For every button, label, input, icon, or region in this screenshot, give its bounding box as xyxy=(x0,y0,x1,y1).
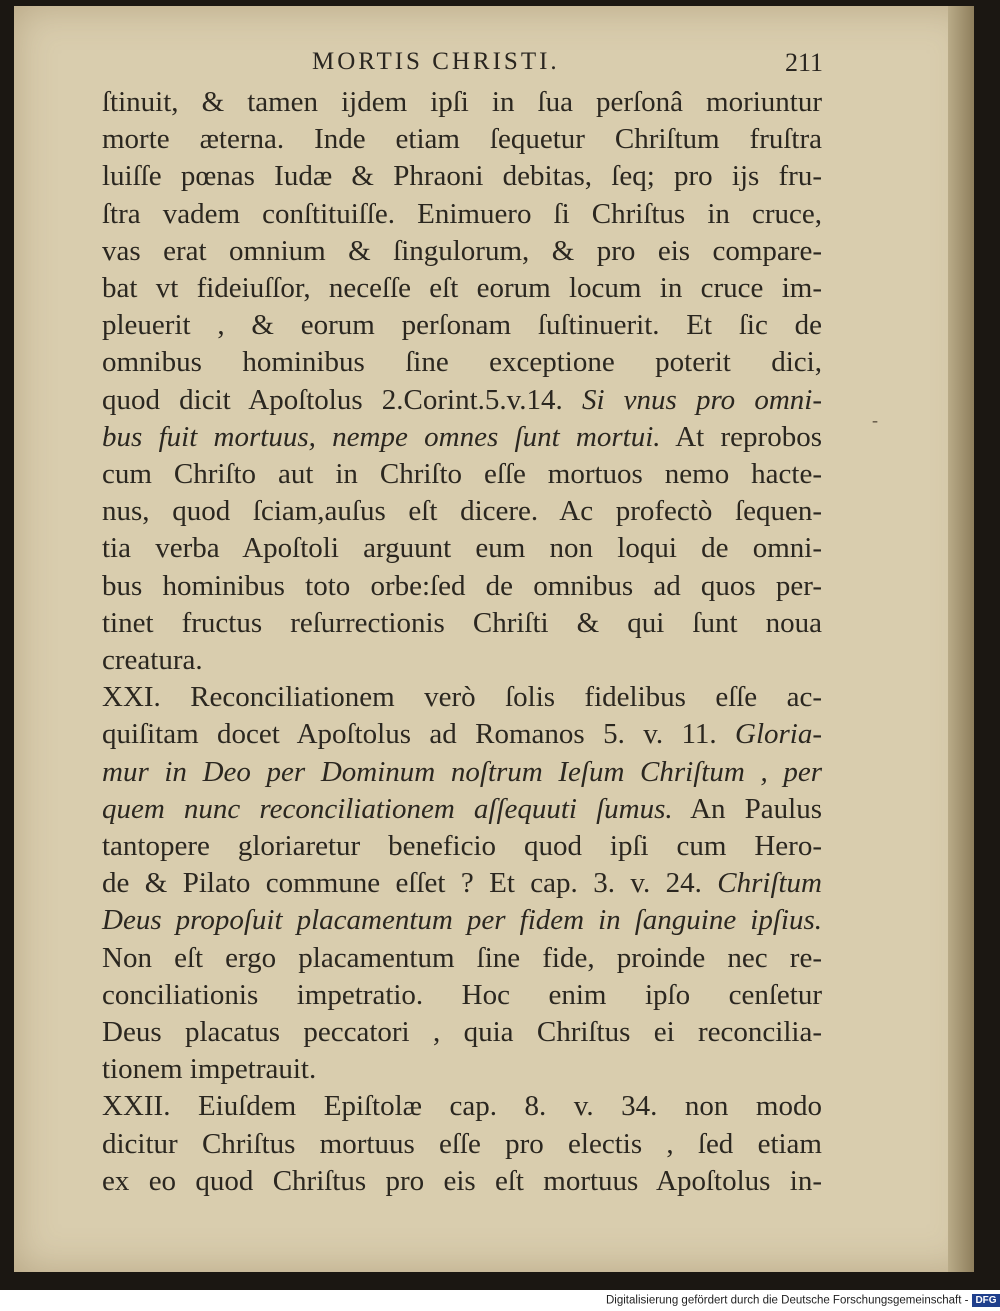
text-line xyxy=(102,716,822,752)
text-line xyxy=(102,121,822,157)
line-text: Deus placatus peccatori , quia Chriſtus ei reconcilia- xyxy=(102,1016,822,1048)
line-text: dicitur Chriſtus mortuus eſſe pro electis , ſed etiam xyxy=(102,1127,822,1160)
text-line xyxy=(102,158,822,194)
dfg-logo-icon: DFG xyxy=(972,1294,999,1307)
text-line xyxy=(102,605,822,641)
text-line xyxy=(102,196,822,232)
text-line xyxy=(102,568,822,604)
text-line xyxy=(102,493,822,529)
line-text: vas erat omnium & ſingulorum, & pro eis compare- xyxy=(102,234,822,267)
line-text: tia verba Apoſtoli arguunt eum non loqui de omni- xyxy=(102,532,822,565)
line-text: mur in Deo per Dominum noſtrum Ieſum Chriſtum , per xyxy=(102,755,822,788)
line-text: XXII. Eiuſdem Epiſtolæ cap. 8. v. 34. non modo xyxy=(102,1090,822,1123)
text-line xyxy=(102,419,822,455)
line-text: pleuerit , & eorum perſonam ſuſtinuerit. Et ſic de xyxy=(102,309,822,342)
text-line xyxy=(102,270,822,306)
running-title: MORTIS CHRISTI. xyxy=(312,48,560,75)
page-edge xyxy=(948,6,974,1272)
line-text: omnibus hominibus ſine exceptione poterit dici, xyxy=(102,346,822,379)
text-line xyxy=(102,456,822,492)
line-text: quiſitam docet Apoſtolus ad Romanos 5. v. 11. xyxy=(102,718,717,751)
line-text: nus, quod ſciam,auſus eſt dicere. Ac profectò ſequen- xyxy=(102,495,822,528)
line-text: Deus propoſuit placamentum per fidem in ſanguine ipſius. xyxy=(102,904,822,937)
line-text: bat vt fideiuſſor, neceſſe eſt eorum locum in cruce im- xyxy=(102,272,822,304)
text-line xyxy=(102,828,822,864)
line-text: quem nunc reconciliationem aſſequuti ſumus. xyxy=(102,792,673,825)
text-line xyxy=(102,1051,822,1087)
line-text: bus hominibus toto orbe:ſed de omnibus ad quos per- xyxy=(102,569,822,602)
text-line xyxy=(102,530,822,566)
line-text: conciliationis impetratio. Hoc enim ipſo cenſetur xyxy=(102,978,822,1011)
line-text: de & Pilato commune eſſet ? Et cap. 3. v. 24. xyxy=(102,867,702,900)
line-plain-tail: An Paulus xyxy=(672,792,822,825)
text-line xyxy=(102,977,822,1013)
text-line xyxy=(102,642,822,678)
line-italic-tail: Si vnus pro omni- xyxy=(562,383,822,416)
line-text: bus fuit mortuus, nempe omnes ſunt mortui. xyxy=(102,420,661,453)
line-italic-tail: Chriſtum xyxy=(701,867,822,900)
line-text: ſtra vadem conſtituiſſe. Enimuero ſi Chriſtus in cruce, xyxy=(102,197,822,230)
page-number: 211 xyxy=(785,48,824,77)
line-italic-tail: Gloria- xyxy=(716,718,823,751)
text-line xyxy=(102,1126,822,1162)
text-line xyxy=(102,1088,822,1124)
text-line xyxy=(102,791,822,827)
line-text: quod dicit Apoſtolus 2.Corint.5.v.14. xyxy=(102,383,563,416)
text-line xyxy=(102,1014,822,1050)
line-text: ex eo quod Chriſtus pro eis eſt mortuus Apoſtolus in- xyxy=(102,1164,822,1197)
text-line xyxy=(102,344,822,380)
line-text: ſtinuit, & tamen ijdem ipſi in ſua perſonâ moriuntur xyxy=(102,86,822,118)
credit-text: Digitalisierung gefördert durch die Deutsche Forschungsgemeinschaft - xyxy=(606,1294,969,1307)
line-text: morte æterna. Inde etiam ſequetur Chriſtum fruſtra xyxy=(102,123,822,156)
text-line xyxy=(102,382,822,418)
line-text: tinet fructus reſurrectionis Chriſti & qui ſunt noua xyxy=(102,606,822,639)
digitization-credit xyxy=(606,1294,1000,1307)
text-line xyxy=(102,754,822,790)
text-line xyxy=(102,233,822,269)
text-line xyxy=(102,84,822,120)
text-line xyxy=(102,865,822,901)
line-text: creatura. xyxy=(102,644,203,676)
text-line xyxy=(102,902,822,938)
text-line xyxy=(102,679,822,715)
line-text: luiſſe pœnas Iudæ & Phraoni debitas, ſeq; pro ijs fru- xyxy=(102,160,822,193)
line-text: Non eſt ergo placamentum ſine fide, proinde nec re- xyxy=(102,941,822,974)
text-line xyxy=(102,940,822,976)
line-text: tantopere gloriaretur beneficio quod ipſi cum Hero- xyxy=(102,830,822,862)
line-text: XXI. Reconciliationem verò ſolis fidelibus eſſe ac- xyxy=(102,681,822,714)
line-text: cum Chriſto aut in Chriſto eſſe mortuos nemo hacte- xyxy=(102,458,822,490)
text-line xyxy=(102,307,822,343)
margin-mark: - xyxy=(872,410,878,430)
line-text: tionem impetrauit. xyxy=(102,1053,317,1086)
text-line xyxy=(102,1163,822,1199)
line-plain-tail: At reprobos xyxy=(660,420,822,453)
